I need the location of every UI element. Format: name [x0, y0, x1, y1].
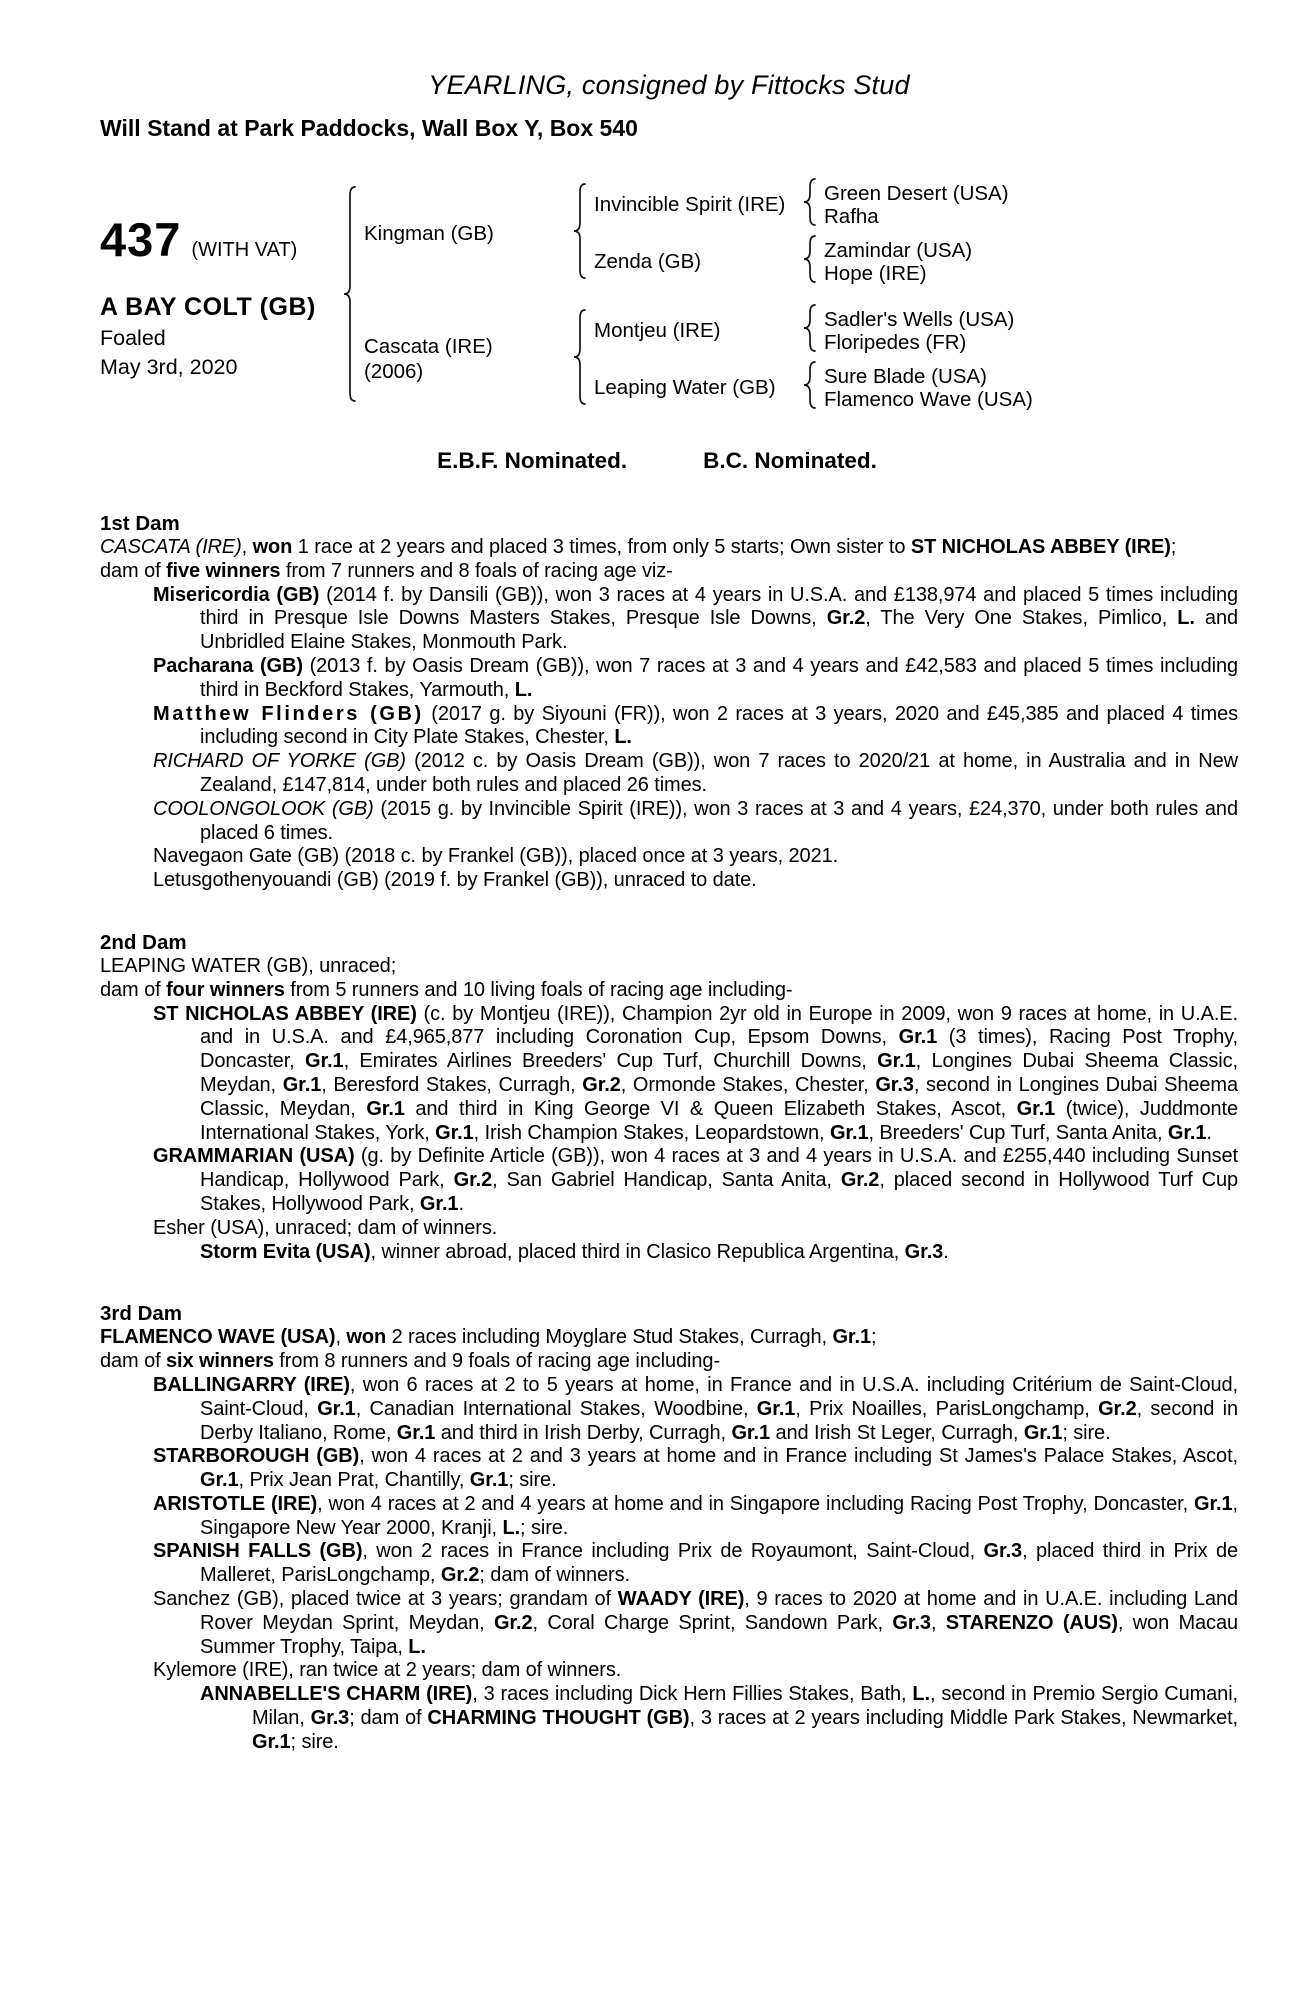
section-2nd-dam-heading: 2nd Dam	[100, 930, 187, 954]
catalogue-paragraph: dam of six winners from 8 runners and 9 foals of racing age including-	[100, 1350, 721, 1373]
catalogue-paragraph: Matthew Flinders (GB) (2017 g. by Siyouni (FR)), won 2 races at 3 years, 2020 and £45,385 and placed 4 times including second in City Plate Stakes, Chester, L.	[153, 702, 1239, 749]
pedigree-block	[100, 178, 1238, 414]
pedigree-gen3-name: Flamenco Wave (USA)	[824, 387, 1033, 411]
catalogue-paragraph: Pacharana (GB) (2013 f. by Oasis Dream (GB)), won 7 races at 3 and 4 years and £42,583 and placed 5 times including third in Beckford Stakes, Yarmouth, L.	[153, 654, 1238, 701]
pedigree-gen3-name: Zamindar (USA)	[824, 238, 973, 262]
catalogue-paragraph: Sanchez (GB), placed twice at 3 years; grandam of WAADY (IRE), 9 races to 2020 at home and in U.A.E. including Land Rover Meydan Sprint, Meydan, Gr.2, Coral Charge Sprint, Sandown Park, Gr.3, STARENZO (AUS), won Macau Summer Trophy, Taipa, L.	[153, 1588, 1239, 1658]
stand-location: Will Stand at Park Paddocks, Wall Box Y, Box 540	[100, 115, 638, 141]
pedigree-gen2-name: Zenda (GB)	[594, 249, 702, 273]
vat-note: (WITH VAT)	[191, 239, 298, 261]
pedigree-gen3-name: Sure Blade (USA)	[824, 364, 987, 388]
dam-name-line: Cascata (IRE)	[364, 335, 493, 358]
brace-icon	[802, 304, 818, 357]
catalogue-paragraph: Kylemore (IRE), ran twice at 2 years; dam of winners.	[153, 1659, 622, 1682]
section-1st-dam-body	[100, 536, 1238, 893]
foaled-date: May 3rd, 2020	[100, 355, 238, 379]
section-3rd-dam	[100, 1302, 1238, 1754]
catalogue-paragraph: FLAMENCO WAVE (USA), won 2 races including Moyglare Stud Stakes, Curragh, Gr.1;	[100, 1326, 877, 1349]
nominations-line	[100, 448, 1214, 474]
pedigree-gen2-name: Invincible Spirit (IRE)	[594, 192, 786, 216]
pedigree-gen3-name: Hope (IRE)	[824, 261, 927, 285]
section-3rd-dam-heading: 3rd Dam	[100, 1302, 183, 1326]
catalogue-paragraph: dam of five winners from 7 runners and 8 foals of racing age viz-	[100, 559, 673, 582]
foaled-label: Foaled	[100, 326, 166, 350]
brace-icon	[802, 178, 818, 231]
bc-nominated: B.C. Nominated.	[703, 448, 877, 473]
pedigree-gen3-name: Sadler's Wells (USA)	[824, 307, 1015, 331]
catalogue-paragraph: LEAPING WATER (GB), unraced;	[100, 954, 397, 977]
section-1st-dam-heading: 1st Dam	[100, 512, 180, 535]
brace-icon	[802, 235, 818, 288]
section-2nd-dam	[100, 931, 1238, 1264]
pedigree-gen3-name: Floripedes (FR)	[824, 330, 967, 354]
catalogue-paragraph: SPANISH FALLS (GB), won 2 races in France including Prix de Royaumont, Saint-Cloud, Gr.3, placed third in Prix de Malleret, ParisLongchamp, Gr.2; dam of winners.	[153, 1540, 1238, 1587]
catalogue-paragraph: CASCATA (IRE), won 1 race at 2 years and placed 3 times, from only 5 starts; Own sister to ST NICHOLAS ABBEY (IRE);	[100, 536, 1177, 558]
lot-number: 437	[100, 213, 182, 266]
catalogue-paragraph: Esher (USA), unraced; dam of winners.	[153, 1216, 498, 1239]
section-1st-dam	[100, 512, 1238, 893]
lot-info	[100, 212, 340, 380]
section-3rd-dam-body	[100, 1326, 1238, 1754]
section-2nd-dam-body	[100, 955, 1238, 1264]
catalogue-paragraph: ST NICHOLAS ABBEY (IRE) (c. by Montjeu (IRE)), Champion 2yr old in Europe in 2009, won 9 races at home, in U.A.E. and in U.S.A. and £4,965,877 including Coronation Cup, Epsom Downs, Gr.1 (3 times), Racing Post Trophy, Doncaster, Gr.1, Emirates Airlines Breeders' Cup Turf, Churchill Downs, Gr.1, Longines Dubai Sheema Classic, Meydan, Gr.1, Beresford Stakes, Curragh, Gr.2, Ormonde Stakes, Chester, Gr.3, second in Longines Dubai Sheema Classic, Meydan, Gr.1 and third in King George VI & Queen Elizabeth Stakes, Ascot, Gr.1 (twice), Juddmonte International Stakes, York, Gr.1, Irish Champion Stakes, Leopardstown, Gr.1, Breeders' Cup Turf, Santa Anita, Gr.1.	[153, 1002, 1239, 1144]
catalogue-paragraph: ANNABELLE'S CHARM (IRE), 3 races including Dick Hern Fillies Stakes, Bath, L., second in Premio Sergio Cumani, Milan, Gr.3; dam of CHARMING THOUGHT (GB), 3 races at 2 years including Middle Park Stakes, Newmarket, Gr.1; sire.	[200, 1683, 1239, 1753]
pedigree-gen2-name: Montjeu (IRE)	[594, 318, 721, 342]
catalogue-paragraph: Navegaon Gate (GB) (2018 c. by Frankel (GB)), placed once at 3 years, 2021.	[153, 845, 839, 868]
catalogue-paragraph: dam of four winners from 5 runners and 10 living foals of racing age including-	[100, 978, 793, 1001]
pedigree-branch	[594, 361, 1033, 414]
pedigree-branch	[594, 235, 1009, 288]
brace-icon	[572, 183, 588, 284]
catalogue-paragraph: Storm Evita (USA), winner abroad, placed third in Clasico Republica Argentina, Gr.3.	[200, 1240, 949, 1263]
brace-icon	[342, 186, 358, 407]
catalogue-paragraph: COOLONGOLOOK (GB) (2015 g. by Invincible Spirit (IRE)), won 3 races at 3 and 4 years, £24,370, under both rules and placed 6 times.	[153, 797, 1238, 844]
dam-cluster	[364, 304, 1033, 414]
pedigree-gen2-name: Leaping Water (GB)	[594, 375, 776, 399]
catalogue-paragraph: Misericordia (GB) (2014 f. by Dansili (GB)), won 3 races at 4 years in U.S.A. and £138,974 and placed 5 times including third in Presque Isle Downs Masters Stakes, Presque Isle Downs, Gr.2, The Very One Stakes, Pimlico, L. and Unbridled Elaine Stakes, Monmouth Park.	[153, 583, 1239, 654]
horse-name: A BAY COLT (GB)	[100, 293, 316, 321]
pedigree-branch	[594, 178, 1009, 231]
pedigree-gen3-name: Rafha	[824, 204, 879, 228]
dam-year: (2006)	[364, 360, 424, 383]
sire-name: Kingman (GB)	[364, 221, 494, 245]
ebf-nominated: E.B.F. Nominated.	[437, 448, 628, 473]
catalogue-paragraph: RICHARD OF YORKE (GB) (2012 c. by Oasis Dream (GB)), won 7 races to 2020/21 at home, in Australia and in New Zealand, £147,814, under both rules and placed 26 times.	[153, 750, 1238, 796]
pedigree-tree	[340, 178, 1033, 414]
pedigree-gen3-name: Green Desert (USA)	[824, 181, 1009, 205]
catalogue-paragraph: BALLINGARRY (IRE), won 6 races at 2 to 5 years at home, in France and in U.S.A. including Critérium de Saint-Cloud, Saint-Cloud, Gr.1, Canadian International Stakes, Woodbine, Gr.1, Prix Noailles, ParisLongchamp, Gr.2, second in Derby Italiano, Rome, Gr.1 and third in Irish Derby, Curragh, Gr.1 and Irish St Leger, Curragh, Gr.1; sire.	[153, 1373, 1239, 1444]
catalogue-paragraph: Letusgothenyouandi (GB) (2019 f. by Frankel (GB)), unraced to date.	[153, 869, 757, 892]
page-title: YEARLING, consigned by Fittocks Stud	[428, 70, 910, 100]
pedigree-branch	[594, 304, 1033, 357]
sire-cluster	[364, 178, 1033, 288]
catalogue-paragraph: ARISTOTLE (IRE), won 4 races at 2 and 4 years at home and in Singapore including Racing Post Trophy, Doncaster, Gr.1, Singapore New Year 2000, Kranji, L.; sire.	[153, 1492, 1238, 1539]
catalogue-paragraph: GRAMMARIAN (USA) (g. by Definite Article (GB)), won 4 races at 3 and 4 years in U.S.A. and £255,440 including Sunset Handicap, Hollywood Park, Gr.2, San Gabriel Handicap, Santa Anita, Gr.2, placed second in Hollywood Turf Cup Stakes, Hollywood Park, Gr.1.	[153, 1145, 1238, 1215]
dam-name	[364, 334, 570, 384]
catalogue-paragraph: STARBOROUGH (GB), won 4 races at 2 and 3 years at home and in France including St James's Palace Stakes, Ascot, Gr.1, Prix Jean Prat, Chantilly, Gr.1; sire.	[153, 1445, 1238, 1492]
brace-icon	[572, 309, 588, 410]
brace-icon	[802, 361, 818, 414]
